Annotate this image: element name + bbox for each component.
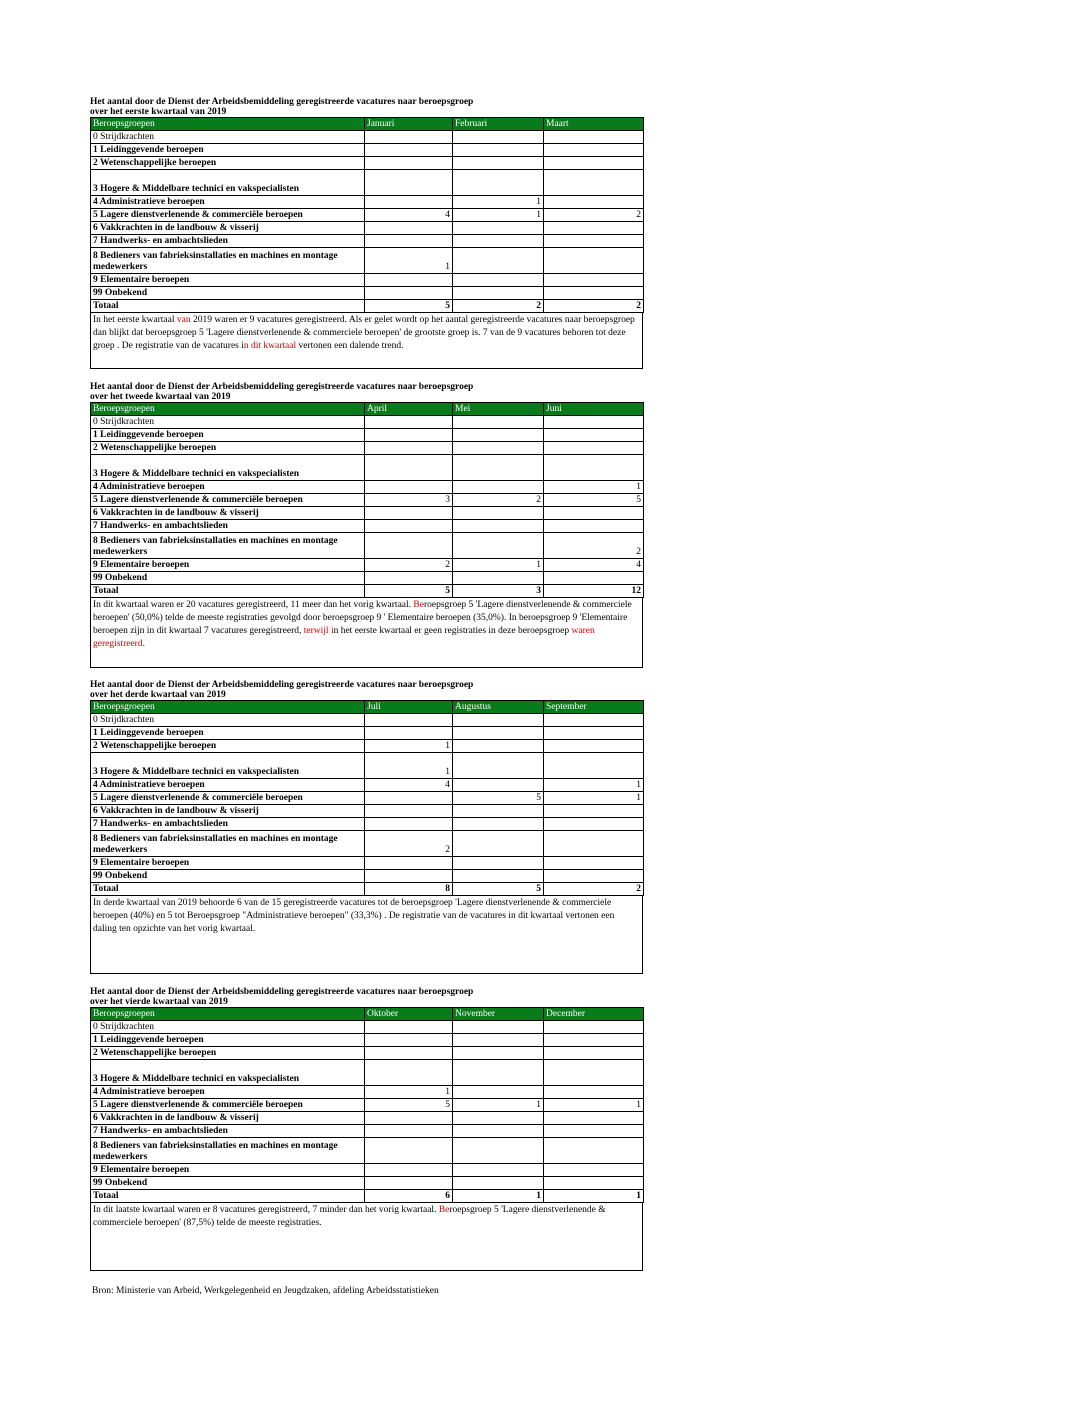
cell-value xyxy=(544,507,644,520)
row-label: 4 Administratieve beroepen xyxy=(91,481,365,494)
cell-value: 5 xyxy=(453,792,544,805)
highlighted-text: terwijl i xyxy=(303,626,334,636)
table-row xyxy=(91,1060,644,1086)
cell-value: 1 xyxy=(453,559,544,572)
table-header-row xyxy=(91,403,644,416)
row-label: Totaal xyxy=(91,1190,365,1203)
cell-value: 2 xyxy=(544,533,644,559)
cell-value: 5 xyxy=(453,883,544,896)
row-label: 9 Elementaire beroepen xyxy=(91,559,365,572)
cell-value xyxy=(544,1060,644,1086)
column-header-month: November xyxy=(453,1008,544,1021)
cell-value xyxy=(453,714,544,727)
cell-value xyxy=(453,727,544,740)
column-header-group: Beroepsgroepen xyxy=(91,701,365,714)
table-subtitle: over het derde kwartaal van 2019 xyxy=(90,690,226,700)
row-label: 7 Handwerks- en ambachtslieden xyxy=(91,818,365,831)
cell-value: 1 xyxy=(544,779,644,792)
table-subtitle: over het vierde kwartaal van 2019 xyxy=(90,997,228,1007)
table-row xyxy=(91,157,644,170)
highlighted-text: Be xyxy=(438,1205,450,1215)
column-header-month: Januari xyxy=(365,118,453,131)
cell-value xyxy=(544,1021,644,1034)
cell-value xyxy=(453,1034,544,1047)
column-header-month: Mei xyxy=(453,403,544,416)
table-row xyxy=(91,1099,644,1112)
row-label: 1 Leidinggevende beroepen xyxy=(91,727,365,740)
row-label: 0 Strijdkrachten xyxy=(91,714,365,727)
row-label: 8 Bedieners van fabrieksinstallaties en machines en montage medewerkers xyxy=(91,1138,365,1164)
cell-value xyxy=(453,740,544,753)
cell-value: 1 xyxy=(544,1099,644,1112)
highlighted-text: waren geregistreerd. xyxy=(93,626,595,649)
cell-value xyxy=(365,196,453,209)
row-label: Totaal xyxy=(91,883,365,896)
cell-value: 2 xyxy=(453,300,544,313)
cell-value xyxy=(544,1177,644,1190)
table-row xyxy=(91,727,644,740)
cell-value: 2 xyxy=(544,209,644,222)
cell-value xyxy=(365,144,453,157)
cell-value: 1 xyxy=(453,209,544,222)
commentary-note xyxy=(90,598,643,668)
row-label: 0 Strijdkrachten xyxy=(91,1021,365,1034)
table-title: Het aantal door de Dienst der Arbeidsbemiddeling geregistreerde vacatures naar beroepsgroep xyxy=(90,382,474,392)
cell-value: 6 xyxy=(365,1190,453,1203)
note-text: roepsgroep 5 'Lagere dienstverlenende & commerciele beroepen' (50,0%) telde de meeste registraties gevolgd door beroepsgroep 9 ' Elementaire beroepen (35,0%). In beroepsgroep 9 'Elementaire beroepen zijn in dit kwartaal 7 vacatures geregistreerd, xyxy=(93,600,632,636)
quarter-block-2 xyxy=(90,382,643,668)
cell-value xyxy=(453,572,544,585)
cell-value xyxy=(544,170,644,196)
cell-value: 3 xyxy=(453,585,544,598)
cell-value xyxy=(544,131,644,144)
cell-value xyxy=(365,1034,453,1047)
cell-value: 2 xyxy=(365,831,453,857)
column-header-month: September xyxy=(544,701,644,714)
table-row xyxy=(91,870,644,883)
row-label: 3 Hogere & Middelbare technici en vakspecialisten xyxy=(91,753,365,779)
row-label: 99 Onbekend xyxy=(91,870,365,883)
cell-value xyxy=(453,481,544,494)
cell-value xyxy=(365,287,453,300)
row-label: 99 Onbekend xyxy=(91,1177,365,1190)
cell-value xyxy=(365,1047,453,1060)
table-row xyxy=(91,1164,644,1177)
cell-value xyxy=(544,727,644,740)
cell-value xyxy=(365,429,453,442)
cell-value xyxy=(365,727,453,740)
table-row xyxy=(91,572,644,585)
cell-value xyxy=(453,235,544,248)
cell-value xyxy=(544,274,644,287)
cell-value xyxy=(544,1164,644,1177)
table-row xyxy=(91,1125,644,1138)
table-row xyxy=(91,507,644,520)
row-label: 2 Wetenschappelijke beroepen xyxy=(91,1047,365,1060)
note-text: In derde kwartaal van 2019 behoorde 6 van de 15 geregistreerde vacatures tot de beroepsgroep 'Lagere dienstverlenende & commerciele beroepen (40%) en 5 tot Beroepsgroep "Administratieve beroepen" (33,3%) . De registratie van de vacatures in dit kwartaal vertonen een daling ten opzichte van het vorig kwartaal. xyxy=(93,898,615,934)
cell-value xyxy=(453,131,544,144)
cell-value xyxy=(453,455,544,481)
cell-value xyxy=(365,1021,453,1034)
row-label: 2 Wetenschappelijke beroepen xyxy=(91,157,365,170)
cell-value xyxy=(453,1112,544,1125)
cell-value xyxy=(365,442,453,455)
column-header-month: Juli xyxy=(365,701,453,714)
cell-value xyxy=(544,222,644,235)
source-note: Bron: Ministerie van Arbeid, Werkgelegenheid en Jeugdzaken, afdeling Arbeidsstatistieken xyxy=(92,1286,439,1296)
cell-value: 5 xyxy=(365,585,453,598)
cell-value xyxy=(453,1138,544,1164)
cell-value: 3 xyxy=(365,494,453,507)
table-header-row xyxy=(91,118,644,131)
row-label: 6 Vakkrachten in de landbouw & visserij xyxy=(91,222,365,235)
cell-value xyxy=(365,1060,453,1086)
column-header-group: Beroepsgroepen xyxy=(91,118,365,131)
row-label: 5 Lagere dienstverlenende & commerciële beroepen xyxy=(91,792,365,805)
cell-value xyxy=(544,455,644,481)
row-label: 99 Onbekend xyxy=(91,287,365,300)
cell-value xyxy=(453,805,544,818)
cell-value xyxy=(365,857,453,870)
cell-value xyxy=(453,1060,544,1086)
cell-value: 2 xyxy=(453,494,544,507)
commentary-note xyxy=(90,313,643,369)
row-label: 2 Wetenschappelijke beroepen xyxy=(91,442,365,455)
column-header-month: Februari xyxy=(453,118,544,131)
cell-value xyxy=(544,442,644,455)
row-label: 4 Administratieve beroepen xyxy=(91,1086,365,1099)
row-label: 1 Leidinggevende beroepen xyxy=(91,144,365,157)
cell-value xyxy=(544,805,644,818)
table-header-row xyxy=(91,701,644,714)
cell-value xyxy=(453,1125,544,1138)
cell-value xyxy=(365,572,453,585)
row-label: 6 Vakkrachten in de landbouw & visserij xyxy=(91,1112,365,1125)
highlighted-text: van xyxy=(176,315,191,325)
table-row xyxy=(91,287,644,300)
cell-value: 8 xyxy=(365,883,453,896)
table-row xyxy=(91,753,644,779)
table-row xyxy=(91,1177,644,1190)
cell-value xyxy=(453,1047,544,1060)
cell-value xyxy=(365,481,453,494)
note-text: In dit kwartaal waren er 20 vacatures geregistreerd, 11 meer dan het vorig kwartaal. xyxy=(93,600,414,610)
table-row xyxy=(91,131,644,144)
cell-value xyxy=(544,235,644,248)
note-text: In dit laatste kwartaal waren er 8 vacatures geregistreerd, 7 minder dan het vorig kwartaal. xyxy=(93,1205,439,1215)
column-header-group: Beroepsgroepen xyxy=(91,1008,365,1021)
cell-value: 5 xyxy=(365,1099,453,1112)
cell-value xyxy=(365,1164,453,1177)
cell-value xyxy=(453,222,544,235)
highlighted-text: n dit kwartaal xyxy=(243,341,297,351)
cell-value xyxy=(365,1138,453,1164)
table-row xyxy=(91,831,644,857)
cell-value: 1 xyxy=(365,753,453,779)
row-label: 4 Administratieve beroepen xyxy=(91,196,365,209)
cell-value: 4 xyxy=(365,779,453,792)
total-row xyxy=(91,585,644,598)
table-row xyxy=(91,144,644,157)
table-row xyxy=(91,1047,644,1060)
cell-value: 1 xyxy=(544,1190,644,1203)
table-row xyxy=(91,805,644,818)
cell-value xyxy=(453,533,544,559)
cell-value xyxy=(453,818,544,831)
column-header-month: December xyxy=(544,1008,644,1021)
cell-value xyxy=(453,287,544,300)
cell-value xyxy=(365,416,453,429)
table-row xyxy=(91,494,644,507)
cell-value xyxy=(365,131,453,144)
table-title: Het aantal door de Dienst der Arbeidsbemiddeling geregistreerde vacatures naar beroepsgroep xyxy=(90,680,474,690)
table-row xyxy=(91,442,644,455)
cell-value xyxy=(365,870,453,883)
row-label: 1 Leidinggevende beroepen xyxy=(91,1034,365,1047)
column-header-month: Maart xyxy=(544,118,644,131)
row-label: 8 Bedieners van fabrieksinstallaties en machines en montage medewerkers xyxy=(91,533,365,559)
row-label: 3 Hogere & Middelbare technici en vakspecialisten xyxy=(91,455,365,481)
cell-value xyxy=(544,248,644,274)
row-label: 8 Bedieners van fabrieksinstallaties en machines en montage medewerkers xyxy=(91,831,365,857)
table-subtitle: over het tweede kwartaal van 2019 xyxy=(90,392,231,402)
cell-value xyxy=(365,1177,453,1190)
vacancy-table xyxy=(90,700,644,896)
cell-value: 1 xyxy=(453,1190,544,1203)
table-title: Het aantal door de Dienst der Arbeidsbemiddeling geregistreerde vacatures naar beroepsgroep xyxy=(90,987,474,997)
cell-value xyxy=(453,831,544,857)
cell-value xyxy=(453,870,544,883)
table-row xyxy=(91,714,644,727)
cell-value xyxy=(365,1112,453,1125)
cell-value xyxy=(365,533,453,559)
row-label: 9 Elementaire beroepen xyxy=(91,857,365,870)
cell-value xyxy=(365,714,453,727)
table-row xyxy=(91,792,644,805)
table-row xyxy=(91,1021,644,1034)
cell-value xyxy=(365,157,453,170)
cell-value xyxy=(544,196,644,209)
cell-value xyxy=(365,818,453,831)
cell-value: 12 xyxy=(544,585,644,598)
row-label: 6 Vakkrachten in de landbouw & visserij xyxy=(91,805,365,818)
row-label: Totaal xyxy=(91,300,365,313)
vacancy-table xyxy=(90,1007,644,1203)
cell-value xyxy=(453,157,544,170)
row-label: 2 Wetenschappelijke beroepen xyxy=(91,740,365,753)
cell-value xyxy=(453,274,544,287)
row-label: 5 Lagere dienstverlenende & commerciële beroepen xyxy=(91,1099,365,1112)
table-row xyxy=(91,818,644,831)
table-row xyxy=(91,274,644,287)
table-row xyxy=(91,779,644,792)
cell-value xyxy=(453,520,544,533)
note-text: vertonen een dalende trend. xyxy=(296,341,404,351)
note-text: roepsgroep 5 'Lagere dienstverlenende & commerciele beroepen' (87,5%) telde de meeste registraties. xyxy=(93,1205,606,1228)
commentary-note xyxy=(90,896,643,974)
cell-value xyxy=(544,1112,644,1125)
cell-value xyxy=(453,779,544,792)
cell-value xyxy=(453,857,544,870)
vacancy-table xyxy=(90,117,644,313)
cell-value xyxy=(544,1047,644,1060)
total-row xyxy=(91,883,644,896)
cell-value: 2 xyxy=(544,300,644,313)
cell-value xyxy=(453,753,544,779)
cell-value xyxy=(365,520,453,533)
row-label: Totaal xyxy=(91,585,365,598)
table-row xyxy=(91,196,644,209)
cell-value xyxy=(453,429,544,442)
vacancy-table xyxy=(90,402,644,598)
cell-value xyxy=(544,520,644,533)
quarter-block-4 xyxy=(90,987,643,1271)
row-label: 3 Hogere & Middelbare technici en vakspecialisten xyxy=(91,1060,365,1086)
row-label: 5 Lagere dienstverlenende & commerciële beroepen xyxy=(91,209,365,222)
cell-value xyxy=(544,1034,644,1047)
cell-value xyxy=(365,507,453,520)
column-header-month: Oktober xyxy=(365,1008,453,1021)
table-row xyxy=(91,1112,644,1125)
table-row xyxy=(91,429,644,442)
table-title: Het aantal door de Dienst der Arbeidsbemiddeling geregistreerde vacatures naar beroepsgroep xyxy=(90,97,474,107)
row-label: 99 Onbekend xyxy=(91,572,365,585)
cell-value xyxy=(453,507,544,520)
table-row xyxy=(91,559,644,572)
table-row xyxy=(91,740,644,753)
table-subtitle: over het eerste kwartaal van 2019 xyxy=(90,107,227,117)
note-text: 2019 waren er 9 vacatures geregistreerd. Als er gelet wordt op het aantal geregistreerde vacatures naar beroepsgroep dan blijkt dat beroepsgroep 5 'Lagere dienstverlenende & commerciele beroepen' de grootste groep is. 7 van de 9 vacatures behoren tot deze groep . De registratie van de vacatures i xyxy=(93,315,635,351)
row-label: 3 Hogere & Middelbare technici en vakspecialisten xyxy=(91,170,365,196)
column-header-month: April xyxy=(365,403,453,416)
cell-value: 5 xyxy=(365,300,453,313)
row-label: 7 Handwerks- en ambachtslieden xyxy=(91,235,365,248)
column-header-group: Beroepsgroepen xyxy=(91,403,365,416)
cell-value xyxy=(453,170,544,196)
row-label: 8 Bedieners van fabrieksinstallaties en machines en montage medewerkers xyxy=(91,248,365,274)
cell-value xyxy=(544,740,644,753)
row-label: 0 Strijdkrachten xyxy=(91,416,365,429)
cell-value: 1 xyxy=(365,248,453,274)
cell-value: 1 xyxy=(544,481,644,494)
table-row xyxy=(91,248,644,274)
cell-value xyxy=(365,805,453,818)
cell-value: 1 xyxy=(365,1086,453,1099)
cell-value xyxy=(453,248,544,274)
row-label: 9 Elementaire beroepen xyxy=(91,274,365,287)
cell-value: 1 xyxy=(544,792,644,805)
cell-value xyxy=(453,1164,544,1177)
cell-value xyxy=(544,857,644,870)
cell-value xyxy=(544,1086,644,1099)
cell-value xyxy=(544,429,644,442)
cell-value: 2 xyxy=(365,559,453,572)
cell-value: 1 xyxy=(453,196,544,209)
table-row xyxy=(91,222,644,235)
cell-value xyxy=(453,1021,544,1034)
cell-value xyxy=(544,714,644,727)
cell-value: 2 xyxy=(544,883,644,896)
table-row xyxy=(91,1086,644,1099)
table-row xyxy=(91,455,644,481)
cell-value xyxy=(365,170,453,196)
cell-value xyxy=(453,416,544,429)
cell-value: 5 xyxy=(544,494,644,507)
cell-value xyxy=(365,274,453,287)
cell-value xyxy=(544,1138,644,1164)
row-label: 1 Leidinggevende beroepen xyxy=(91,429,365,442)
row-label: 7 Handwerks- en ambachtslieden xyxy=(91,1125,365,1138)
table-row xyxy=(91,235,644,248)
row-label: 0 Strijdkrachten xyxy=(91,131,365,144)
total-row xyxy=(91,1190,644,1203)
cell-value: 1 xyxy=(365,740,453,753)
cell-value xyxy=(365,222,453,235)
cell-value xyxy=(544,572,644,585)
cell-value xyxy=(544,753,644,779)
row-label: 5 Lagere dienstverlenende & commerciële beroepen xyxy=(91,494,365,507)
cell-value xyxy=(453,144,544,157)
table-header-row xyxy=(91,1008,644,1021)
cell-value xyxy=(544,831,644,857)
cell-value xyxy=(544,416,644,429)
cell-value xyxy=(453,1177,544,1190)
cell-value xyxy=(544,157,644,170)
column-header-month: Juni xyxy=(544,403,644,416)
row-label: 4 Administratieve beroepen xyxy=(91,779,365,792)
cell-value xyxy=(544,818,644,831)
row-label: 7 Handwerks- en ambachtslieden xyxy=(91,520,365,533)
cell-value xyxy=(544,144,644,157)
cell-value xyxy=(544,287,644,300)
cell-value xyxy=(453,1086,544,1099)
row-label: 9 Elementaire beroepen xyxy=(91,1164,365,1177)
cell-value xyxy=(365,235,453,248)
table-row xyxy=(91,170,644,196)
highlighted-text: Be xyxy=(413,600,424,610)
table-row xyxy=(91,857,644,870)
cell-value xyxy=(544,1125,644,1138)
commentary-note xyxy=(90,1203,643,1271)
row-label: 6 Vakkrachten in de landbouw & visserij xyxy=(91,507,365,520)
table-row xyxy=(91,1138,644,1164)
cell-value xyxy=(544,870,644,883)
total-row xyxy=(91,300,644,313)
quarter-block-3 xyxy=(90,680,643,974)
quarter-block-1 xyxy=(90,97,643,369)
table-row xyxy=(91,481,644,494)
cell-value xyxy=(365,1125,453,1138)
table-row xyxy=(91,533,644,559)
table-row xyxy=(91,209,644,222)
cell-value xyxy=(453,442,544,455)
note-text: n het eerste kwartaal er geen registraties in deze beroepsgroep xyxy=(333,626,572,636)
cell-value: 4 xyxy=(365,209,453,222)
table-row xyxy=(91,416,644,429)
table-row xyxy=(91,1034,644,1047)
cell-value xyxy=(365,792,453,805)
note-text: In het eerste kwartaal xyxy=(93,315,177,325)
table-row xyxy=(91,520,644,533)
column-header-month: Augustus xyxy=(453,701,544,714)
cell-value: 1 xyxy=(453,1099,544,1112)
cell-value xyxy=(365,455,453,481)
cell-value: 4 xyxy=(544,559,644,572)
